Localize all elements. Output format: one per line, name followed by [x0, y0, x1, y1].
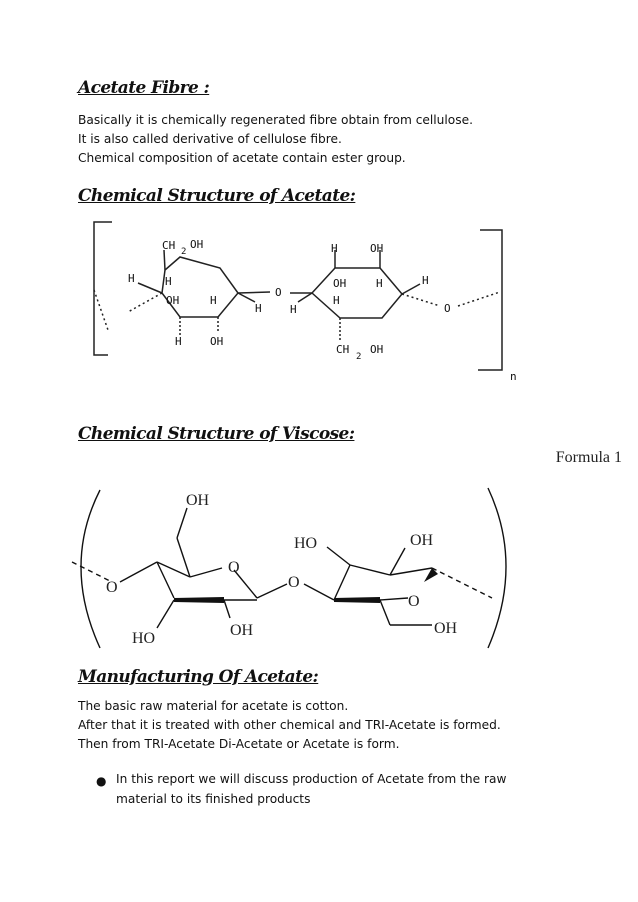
viscose-structure-diagram [72, 480, 512, 655]
bullet-icon: ● [96, 774, 107, 788]
ch2oh-bottom-oh: OH [370, 343, 384, 356]
n-subscript: n [510, 370, 517, 383]
manufacturing-heading: Manufacturing Of Acetate: [78, 667, 319, 687]
ho-bottom: HO [132, 630, 156, 647]
ho-right: HO [294, 535, 318, 552]
oh-ring2: OH [333, 277, 347, 290]
oh-bottom1: OH [210, 335, 224, 348]
manufacturing-line-3: Then from TRI-Acetate Di-Acetate or Acetate is form. [78, 737, 400, 751]
o-left: O [106, 579, 118, 596]
acetate-structure-diagram [80, 220, 540, 390]
h-ring1-c: H [255, 302, 262, 315]
ring-o2: O [408, 593, 420, 610]
oh-far-right: OH [434, 620, 458, 637]
wedge-ring2 [334, 597, 380, 603]
ring-o1: O [228, 559, 240, 576]
acetate-line-2: It is also called derivative of cellulose fibre. [78, 132, 342, 146]
acetate-line-3: Chemical composition of acetate contain ester group. [78, 151, 406, 165]
h-top2: H [331, 242, 338, 255]
ch2-bottom-sub: 2 [356, 352, 362, 362]
manufacturing-line-1: The basic raw material for acetate is cotton. [78, 699, 349, 713]
h-ring1: H [165, 275, 172, 288]
ch2-bottom: CH [336, 343, 350, 356]
h-right: H [422, 274, 429, 287]
paren-left [81, 490, 100, 648]
h-ring2: H [376, 277, 383, 290]
oh-ring1: OH [166, 294, 180, 307]
h-bottom1: H [175, 335, 182, 348]
oh-bottom: OH [230, 622, 254, 639]
bracket-left [94, 222, 112, 355]
bridge-o: O [288, 574, 300, 591]
bracket-right [478, 230, 502, 370]
formula-label: Formula 1 [555, 449, 622, 466]
ch2-top-sub: 2 [181, 247, 187, 257]
h-ring1-b: H [210, 294, 217, 307]
ring-2 [312, 268, 402, 318]
oh-top: OH [186, 492, 210, 509]
o-end: O [444, 302, 451, 315]
acetate-structure-heading: Chemical Structure of Acetate: [78, 186, 356, 206]
bullet-text: In this report we will discuss production of Acetate from the raw material to its finished products [116, 772, 507, 806]
wedge-ring1 [174, 597, 224, 603]
oh-top2: OH [370, 242, 384, 255]
h-ring2-b: H [333, 294, 340, 307]
h-mid: H [290, 303, 297, 316]
paren-right [488, 488, 506, 648]
acetate-fibre-heading: Acetate Fibre : [78, 78, 210, 98]
ch2oh-top-oh: OH [190, 238, 204, 251]
viscose-structure-heading: Chemical Structure of Viscose: [78, 424, 355, 444]
ring-1 [162, 257, 238, 317]
o-bridge: O [275, 286, 282, 299]
acetate-line-1: Basically it is chemically regenerated fibre obtain from cellulose. [78, 113, 473, 127]
ch2-top: CH [162, 239, 176, 252]
manufacturing-line-2: After that it is treated with other chemical and TRI-Acetate is formed. [78, 718, 501, 732]
oh-right: OH [410, 532, 434, 549]
h-left: H [128, 272, 135, 285]
